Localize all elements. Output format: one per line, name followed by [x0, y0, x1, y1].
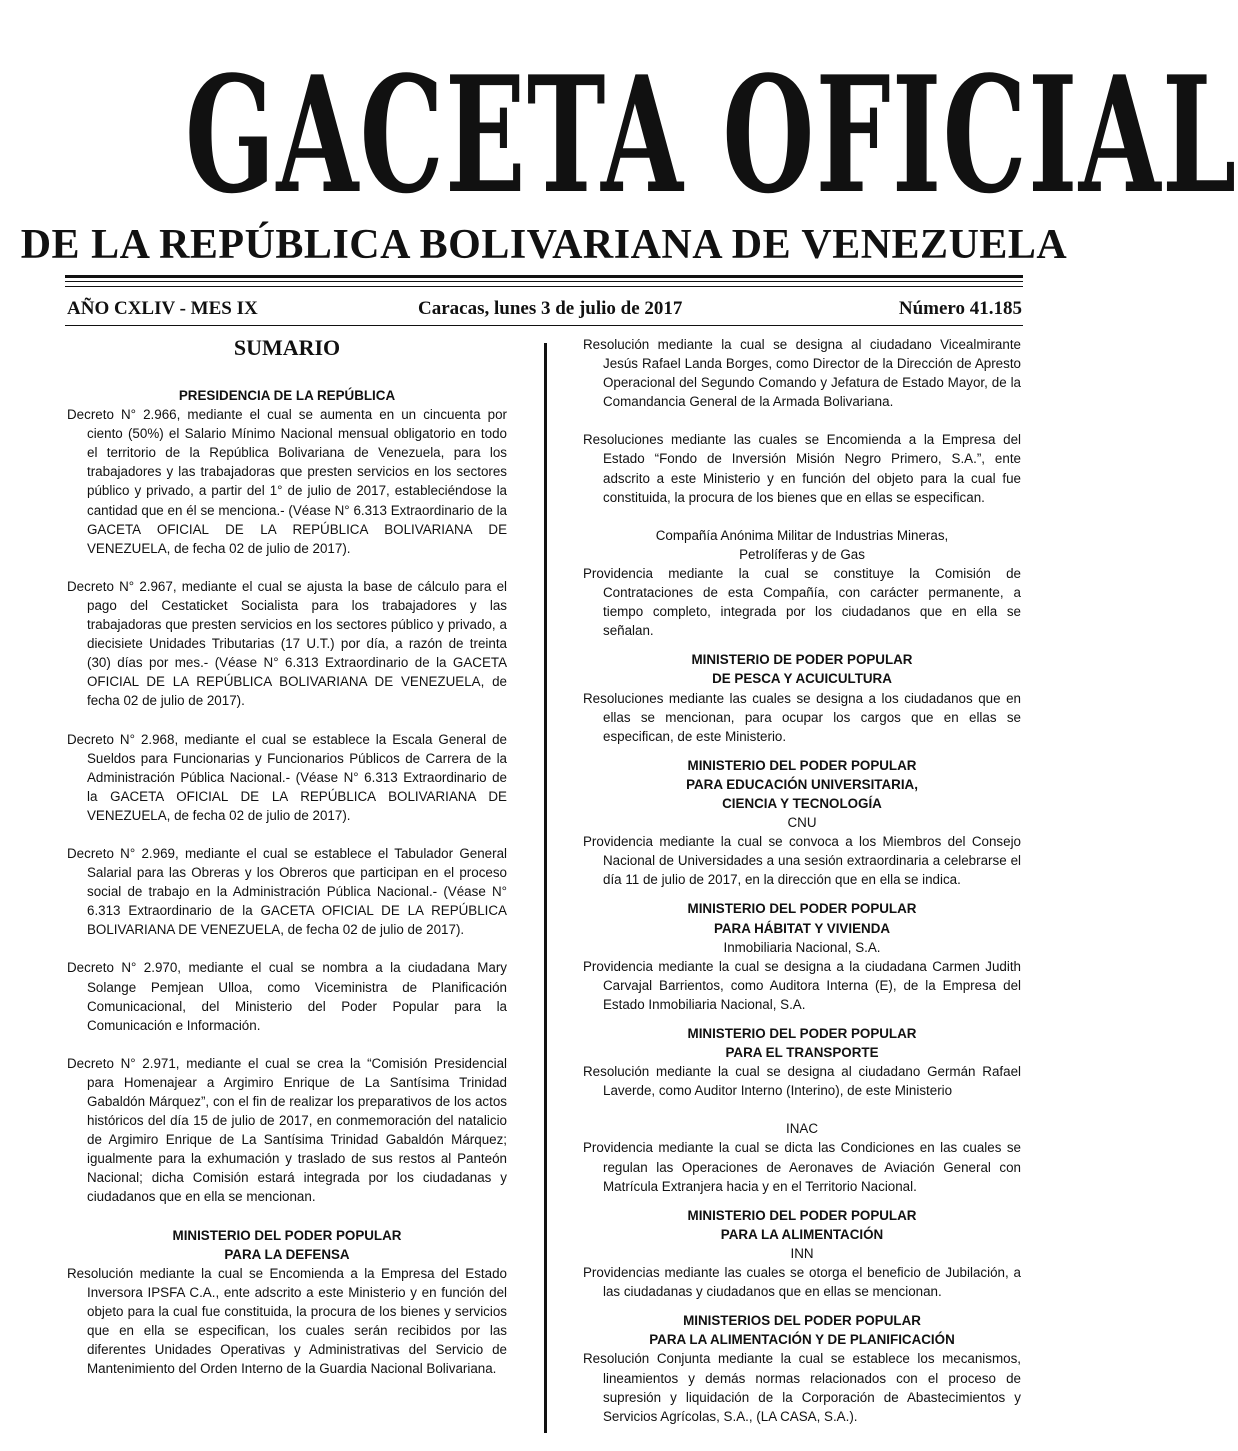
summary-entry: Providencias mediante las cuales se otorga el beneficio de Jubilación, a las ciudadanas y ciudadanos que en ellas se mencionan. [583, 1265, 1021, 1300]
summary-entry: Providencia mediante la cual se designa a la ciudadana Carmen Judith Carvajal Barrientos, como Auditora Interna (E), de la Empresa del Estado Inmobiliaria Nacional, S.A. [583, 958, 1021, 1012]
issue-number: Número 41.185 [898, 298, 1022, 319]
summary-entry: Resolución mediante la cual se Encomienda a la Empresa del Estado Inversora IPSFA C.A., ente adscrito a este Ministerio y en función del objeto para la cual fue constituida, la procura de los bienes y servicios que en ella se especifican, los cuales serán recibidos por las diferentes Unidades Operativas y Administrativas del Servicio de Mantenimiento del Orden Interno de la Guardia Nacional Bolivariana. [67, 1265, 507, 1377]
section-heading-alimentacion: MINISTERIO DEL PODER POPULAR [687, 1207, 917, 1223]
section-heading-transporte: MINISTERIO DEL PODER POPULAR [687, 1026, 917, 1041]
section-heading-habitat-2: PARA HÁBITAT Y VIVIENDA [713, 920, 891, 936]
summary-entry: Resoluciones mediante las cuales se Encomienda a la Empresa del Estado “Fondo de Inversión Misión Negro Primero, S.A.”, ente adscrito a este Ministerio y en función del objeto para la cual fue constituida, la procura de los bienes que en ellas se especifican. [583, 432, 1021, 505]
entity-name: INN [790, 1245, 814, 1261]
info-rule [65, 325, 1023, 326]
header-rule-thick [65, 275, 1023, 278]
section-heading-alimentacion-2: PARA LA ALIMENTACIÓN [720, 1226, 884, 1242]
entity-name: INAC [786, 1121, 818, 1137]
section-heading-pesca: MINISTERIO DE PODER POPULAR [691, 652, 913, 668]
entity-name: CNU [787, 815, 817, 831]
summary-entry: Decreto N° 2.967, mediante el cual se ajusta la base de cálculo para el pago del Cestaticket Socialista para los trabajadores y las trabajadoras que presten servicios en los sectores público y privado, a diecisiete Unidades Tributarias (17 U.T.) por día, a razón de treinta (30) días por mes.- (Véase N° 6.313 Extraordinario de la GACETA OFICIAL DE LA REPÚBLICA BOLIVARIANA DE VENEZUELA, de fecha 02 de julio de 2017). [67, 578, 507, 709]
section-heading-educacion-3: CIENCIA Y TECNOLOGÍA [722, 795, 882, 811]
header-rule-thin-2 [65, 286, 1023, 287]
summary-entry: Decreto N° 2.971, mediante el cual se crea la “Comisión Presidencial para Homenajear a Argimiro Enrique de La Santísima Trinidad Gabaldón Márquez”, con el fin de realizar los preparativos de los actos históricos del día 15 de julio de 2017, en conmemoración del natalicio de Argimiro Enrique de La Santísima Trinidad Gabaldón Márquez; igualmente para la exhumación y traslado de sus restos al Panteón Nacional; dicha Comisión estará integrada por los ciudadanas y ciudadanos que en ella se mencionan. [67, 1055, 507, 1205]
section-heading-defensa-2: PARA LA DEFENSA [224, 1246, 350, 1262]
summary-title: SUMARIO [233, 335, 341, 360]
section-heading-presidencia: PRESIDENCIA DE LA REPÚBLICA [178, 388, 396, 403]
entity-name: Inmobiliaria Nacional, S.A. [723, 939, 881, 955]
summary-right-column [583, 335, 1021, 1426]
summary-entry: Decreto N° 2.969, mediante el cual se establece el Tabulador General Salarial para las Obreras y los Obreros que participan en el proceso social de trabajo en la Administración Pública Nacional.- (Véase N° 6.313 Extraordinario de la GACETA OFICIAL DE LA REPÚBLICA BOLIVARIANA DE VENEZUELA, de fecha 02 de julio de 2017). [67, 845, 507, 938]
header-rule-thin [65, 281, 1023, 282]
summary-left-column [67, 335, 507, 1378]
entity-name: Compañía Anónima Militar de Industrias Mineras, [655, 527, 949, 543]
year-month: AÑO CXLIV - MES IX [67, 298, 258, 319]
column-divider [544, 343, 547, 1433]
section-heading-educacion: MINISTERIO DEL PODER POPULAR [687, 757, 917, 773]
section-heading-transporte-2: PARA EL TRANSPORTE [725, 1045, 879, 1061]
summary-entry: Decreto N° 2.966, mediante el cual se aumenta en un cincuenta por ciento (50%) el Salario Mínimo Nacional mensual obligatorio en todo el territorio de la República Bolivariana de Venezuela, para los trabajadores y las trabajadoras que presten servicios en los sectores público y privado, a partir del 1° de julio de 2017, estableciéndose la cantidad que en él se menciona.- (Véase N° 6.313 Extraordinario de la GACETA OFICIAL DE LA REPÚBLICA BOLIVARIANA DE VENEZUELA, de fecha 02 de julio de 2017). [67, 407, 507, 556]
issue-date: Caracas, lunes 3 de julio de 2017 [418, 298, 683, 319]
summary-entry: Decreto N° 2.970, mediante el cual se nombra a la ciudadana Mary Solange Pemjean Ulloa, como Viceministra de Planificación Comunicacional, del Ministerio del Poder Popular para la Comunicación e Información. [67, 960, 507, 1033]
entity-name-2: Petrolíferas y de Gas [739, 546, 865, 562]
section-heading-educacion-2: PARA EDUCACIÓN UNIVERSITARIA, [686, 776, 918, 792]
summary-entry: Decreto N° 2.968, mediante el cual se establece la Escala General de Sueldos para Funcionarias y Funcionarios Públicos de Carrera de la Administración Pública Nacional.- (Véase N° 6.313 Extraordinario de la GACETA OFICIAL DE LA REPÚBLICA BOLIVARIANA DE VENEZUELA, de fecha 02 de julio de 2017). [67, 731, 507, 823]
summary-entry: Providencia mediante la cual se constituye la Comisión de Contrataciones de esta Compañía, con carácter permanente, a tiempo completo, integrada por los ciudadanos que en ella se señalan. [583, 565, 1021, 639]
section-heading-pesca-2: DE PESCA Y ACUICULTURA [712, 671, 892, 687]
section-heading-alimentacion-planificacion: MINISTERIOS DEL PODER POPULAR [683, 1313, 921, 1329]
summary-entry: Resolución mediante la cual se designa al ciudadano Vicealmirante Jesús Rafael Landa Borges, como Director de la Dirección de Apresto Operacional del Segundo Comando y Jefatura de Estado Mayor, de la Comandancia General de la Armada Bolivariana. [583, 337, 1021, 410]
summary-entry: Resolución Conjunta mediante la cual se establece los mecanismos, lineamientos y demás normas relacionados con el proceso de supresión y liquidación de la Corporación de Abastecimientos y Servicios Agrícolas, S.A., (LA CASA, S.A.). [583, 1351, 1021, 1424]
summary-entry: Resoluciones mediante las cuales se designa a los ciudadanos que en ellas se mencionan, para ocupar los cargos que en ellas se especifican, de este Ministerio. [583, 690, 1021, 744]
section-heading-habitat: MINISTERIO DEL PODER POPULAR [687, 901, 917, 917]
summary-entry: Resolución mediante la cual se designa al ciudadano Germán Rafael Laverde, como Auditor Interno (Interino), de este Ministerio [583, 1064, 1021, 1099]
gazette-subtitle: DE LA REPÚBLICA BOLIVARIANA DE VENEZUELA [20, 222, 1068, 268]
section-heading-alimentacion-planificacion-2: PARA LA ALIMENTACIÓN Y DE PLANIFICACIÓN [649, 1332, 955, 1348]
gazette-title: GACETA OFICIAL [184, 41, 1238, 229]
summary-entry: Providencia mediante la cual se dicta las Condiciones en las cuales se regulan las Operaciones de Aeronaves de Aviación General con Matrícula Extranjera hacia y en el Territorio Nacional. [583, 1140, 1021, 1194]
summary-entry: Providencia mediante la cual se convoca a los Miembros del Consejo Nacional de Universidades a una sesión extraordinaria a celebrarse el día 11 de julio de 2017, en la dirección que en ella se indica. [583, 834, 1021, 888]
section-heading-defensa: MINISTERIO DEL PODER POPULAR [172, 1227, 402, 1243]
